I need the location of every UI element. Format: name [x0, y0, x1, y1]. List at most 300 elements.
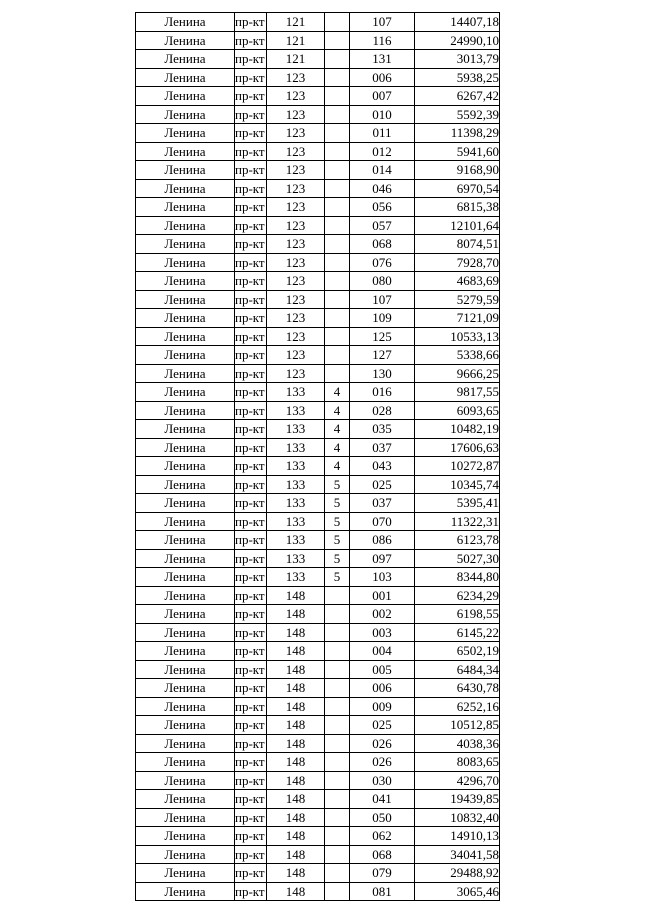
house-number-cell: 123 — [267, 216, 325, 235]
building-cell — [325, 364, 350, 383]
street-type-cell: пр-кт — [235, 402, 265, 418]
amount-cell: 17606,63 — [415, 438, 500, 457]
building-cell — [325, 142, 350, 161]
house-number-cell: 148 — [267, 679, 325, 698]
house-number-cell: 148 — [267, 790, 325, 809]
building-cell — [325, 31, 350, 50]
table-row — [136, 401, 500, 420]
building-cell: 5 — [325, 531, 350, 550]
apartment-cell: 041 — [350, 790, 415, 809]
building-cell — [325, 290, 350, 309]
apartment-cell: 080 — [350, 272, 415, 291]
table-row — [136, 346, 500, 365]
amount-cell: 19439,85 — [415, 790, 500, 809]
house-number-cell: 148 — [267, 716, 325, 735]
table-row — [136, 309, 500, 328]
building-cell — [325, 623, 350, 642]
amount-cell: 6484,34 — [415, 660, 500, 679]
table-row — [136, 290, 500, 309]
apartment-cell: 016 — [350, 383, 415, 402]
building-cell — [325, 327, 350, 346]
apartment-cell: 050 — [350, 808, 415, 827]
street-cell: Ленина — [136, 845, 235, 864]
amount-cell: 7121,09 — [415, 309, 500, 328]
street-type-cell: пр-кт — [235, 458, 265, 474]
street-type-cell: пр-кт — [235, 291, 265, 307]
street-cell: Ленина — [136, 512, 235, 531]
house-number-cell: 148 — [267, 753, 325, 772]
house-number-cell: 123 — [267, 142, 325, 161]
amount-cell: 10832,40 — [415, 808, 500, 827]
street-cell: Ленина — [136, 568, 235, 587]
house-number-cell: 123 — [267, 68, 325, 87]
apartment-cell: 010 — [350, 105, 415, 124]
building-cell — [325, 679, 350, 698]
house-number-cell: 133 — [267, 512, 325, 531]
house-number-cell: 133 — [267, 420, 325, 439]
street-type-cell: пр-кт — [235, 772, 265, 788]
amount-cell: 5279,59 — [415, 290, 500, 309]
table-row — [136, 605, 500, 624]
house-number-cell: 123 — [267, 272, 325, 291]
amount-cell: 5592,39 — [415, 105, 500, 124]
street-type-cell: пр-кт — [235, 143, 265, 159]
apartment-cell: 130 — [350, 364, 415, 383]
apartment-cell: 081 — [350, 882, 415, 901]
building-cell: 4 — [325, 401, 350, 420]
table-row — [136, 494, 500, 513]
building-cell — [325, 124, 350, 143]
street-type-cell: пр-кт — [235, 809, 265, 825]
amount-cell: 5338,66 — [415, 346, 500, 365]
amount-cell: 6198,55 — [415, 605, 500, 624]
apartment-cell: 046 — [350, 179, 415, 198]
house-number-cell: 148 — [267, 642, 325, 661]
street-type-cell: пр-кт — [235, 661, 265, 677]
street-cell: Ленина — [136, 882, 235, 901]
building-cell — [325, 790, 350, 809]
house-number-cell: 148 — [267, 827, 325, 846]
house-number-cell: 123 — [267, 235, 325, 254]
house-number-cell: 123 — [267, 161, 325, 180]
street-cell: Ленина — [136, 68, 235, 87]
house-number-cell: 133 — [267, 457, 325, 476]
table-row — [136, 864, 500, 883]
table-row — [136, 216, 500, 235]
street-type-cell: пр-кт — [235, 698, 265, 714]
street-cell: Ленина — [136, 475, 235, 494]
street-cell: Ленина — [136, 50, 235, 69]
building-cell — [325, 605, 350, 624]
building-cell: 4 — [325, 438, 350, 457]
street-cell: Ленина — [136, 13, 235, 32]
amount-cell: 8083,65 — [415, 753, 500, 772]
table-row — [136, 512, 500, 531]
apartment-cell: 062 — [350, 827, 415, 846]
street-type-cell: пр-кт — [235, 310, 265, 326]
house-number-cell: 148 — [267, 660, 325, 679]
building-cell: 5 — [325, 568, 350, 587]
amount-cell: 10482,19 — [415, 420, 500, 439]
table-row — [136, 438, 500, 457]
table-row — [136, 549, 500, 568]
amount-cell: 4038,36 — [415, 734, 500, 753]
amount-cell: 9666,25 — [415, 364, 500, 383]
apartment-cell: 003 — [350, 623, 415, 642]
amount-cell: 5395,41 — [415, 494, 500, 513]
street-type-cell: пр-кт — [235, 180, 265, 196]
building-cell — [325, 845, 350, 864]
table-row — [136, 235, 500, 254]
street-type-cell: пр-кт — [235, 384, 265, 400]
building-cell — [325, 179, 350, 198]
house-number-cell: 123 — [267, 327, 325, 346]
apartment-cell: 043 — [350, 457, 415, 476]
apartment-cell: 014 — [350, 161, 415, 180]
building-cell: 5 — [325, 512, 350, 531]
street-type-cell: пр-кт — [235, 865, 265, 881]
building-cell — [325, 716, 350, 735]
street-type-cell: пр-кт — [235, 421, 265, 437]
apartment-cell: 125 — [350, 327, 415, 346]
street-type-cell: пр-кт — [235, 550, 265, 566]
house-number-cell: 148 — [267, 882, 325, 901]
table-row — [136, 68, 500, 87]
street-type-cell: пр-кт — [235, 717, 265, 733]
street-cell: Ленина — [136, 457, 235, 476]
table-row — [136, 383, 500, 402]
amount-cell: 6145,22 — [415, 623, 500, 642]
apartment-cell: 030 — [350, 771, 415, 790]
building-cell — [325, 50, 350, 69]
apartment-cell: 025 — [350, 716, 415, 735]
house-number-cell: 123 — [267, 179, 325, 198]
house-number-cell: 123 — [267, 124, 325, 143]
amount-cell: 10512,85 — [415, 716, 500, 735]
table-row — [136, 87, 500, 106]
apartment-cell: 097 — [350, 549, 415, 568]
building-cell: 4 — [325, 420, 350, 439]
table-row — [136, 327, 500, 346]
apartment-cell: 005 — [350, 660, 415, 679]
table-row — [136, 660, 500, 679]
building-cell — [325, 198, 350, 217]
amount-cell: 10533,13 — [415, 327, 500, 346]
street-cell: Ленина — [136, 105, 235, 124]
apartment-cell: 070 — [350, 512, 415, 531]
amount-cell: 5938,25 — [415, 68, 500, 87]
street-cell: Ленина — [136, 309, 235, 328]
street-cell: Ленина — [136, 161, 235, 180]
apartment-cell: 068 — [350, 235, 415, 254]
building-cell — [325, 13, 350, 32]
apartment-cell: 028 — [350, 401, 415, 420]
house-number-cell: 148 — [267, 808, 325, 827]
apartment-cell: 056 — [350, 198, 415, 217]
building-cell: 5 — [325, 475, 350, 494]
street-cell: Ленина — [136, 272, 235, 291]
table-row — [136, 697, 500, 716]
street-cell: Ленина — [136, 827, 235, 846]
amount-cell: 5941,60 — [415, 142, 500, 161]
street-type-cell: пр-кт — [235, 365, 265, 381]
street-type-cell: пр-кт — [235, 754, 265, 770]
street-type-cell: пр-кт — [235, 735, 265, 751]
house-number-cell: 121 — [267, 50, 325, 69]
apartment-cell: 007 — [350, 87, 415, 106]
amount-cell: 7928,70 — [415, 253, 500, 272]
apartment-cell: 057 — [350, 216, 415, 235]
street-cell: Ленина — [136, 438, 235, 457]
apartment-cell: 026 — [350, 753, 415, 772]
house-number-cell: 133 — [267, 438, 325, 457]
street-type-cell: пр-кт — [235, 846, 265, 862]
street-cell: Ленина — [136, 198, 235, 217]
building-cell — [325, 586, 350, 605]
street-type-cell: пр-кт — [235, 513, 265, 529]
street-cell: Ленина — [136, 290, 235, 309]
street-cell: Ленина — [136, 124, 235, 143]
table-row — [136, 586, 500, 605]
table-row — [136, 124, 500, 143]
apartment-cell: 103 — [350, 568, 415, 587]
building-cell — [325, 105, 350, 124]
house-number-cell: 148 — [267, 734, 325, 753]
building-cell — [325, 309, 350, 328]
apartment-cell: 109 — [350, 309, 415, 328]
house-number-cell: 123 — [267, 253, 325, 272]
apartment-cell: 131 — [350, 50, 415, 69]
table-row — [136, 475, 500, 494]
building-cell: 4 — [325, 383, 350, 402]
street-type-cell: пр-кт — [235, 217, 265, 233]
street-cell: Ленина — [136, 253, 235, 272]
apartment-cell: 076 — [350, 253, 415, 272]
street-type-cell: пр-кт — [235, 88, 265, 104]
street-type-cell: пр-кт — [235, 624, 265, 640]
street-type-cell: пр-кт — [235, 199, 265, 215]
table-row — [136, 253, 500, 272]
street-type-cell: пр-кт — [235, 791, 265, 807]
apartment-cell: 079 — [350, 864, 415, 883]
amount-cell: 11322,31 — [415, 512, 500, 531]
amount-cell: 9168,90 — [415, 161, 500, 180]
street-cell: Ленина — [136, 327, 235, 346]
street-cell: Ленина — [136, 401, 235, 420]
street-type-cell: пр-кт — [235, 606, 265, 622]
street-cell: Ленина — [136, 771, 235, 790]
house-number-cell: 133 — [267, 531, 325, 550]
street-cell: Ленина — [136, 216, 235, 235]
street-cell: Ленина — [136, 420, 235, 439]
street-type-cell: пр-кт — [235, 476, 265, 492]
building-cell — [325, 697, 350, 716]
apartment-cell: 006 — [350, 679, 415, 698]
amount-cell: 9817,55 — [415, 383, 500, 402]
building-cell — [325, 346, 350, 365]
house-number-cell: 123 — [267, 309, 325, 328]
amount-cell: 8074,51 — [415, 235, 500, 254]
street-cell: Ленина — [136, 494, 235, 513]
table-body — [136, 13, 500, 901]
amount-cell: 6267,42 — [415, 87, 500, 106]
street-type-cell: пр-кт — [235, 273, 265, 289]
building-cell — [325, 235, 350, 254]
amount-cell: 4683,69 — [415, 272, 500, 291]
street-cell: Ленина — [136, 346, 235, 365]
amount-cell: 3013,79 — [415, 50, 500, 69]
building-cell — [325, 827, 350, 846]
building-cell — [325, 864, 350, 883]
table-row — [136, 31, 500, 50]
building-cell: 5 — [325, 494, 350, 513]
amount-cell: 4296,70 — [415, 771, 500, 790]
building-cell — [325, 253, 350, 272]
house-number-cell: 133 — [267, 568, 325, 587]
table-row — [136, 623, 500, 642]
street-type-cell: пр-кт — [235, 236, 265, 252]
amount-cell: 6502,19 — [415, 642, 500, 661]
amount-cell: 29488,92 — [415, 864, 500, 883]
amount-cell: 11398,29 — [415, 124, 500, 143]
house-number-cell: 123 — [267, 346, 325, 365]
street-cell: Ленина — [136, 753, 235, 772]
street-type-cell: пр-кт — [235, 125, 265, 141]
street-cell: Ленина — [136, 179, 235, 198]
street-type-cell: пр-кт — [235, 106, 265, 122]
street-type-cell: пр-кт — [235, 32, 265, 48]
amount-cell: 8344,80 — [415, 568, 500, 587]
house-number-cell: 123 — [267, 105, 325, 124]
street-type-cell: пр-кт — [235, 587, 265, 603]
house-number-cell: 148 — [267, 623, 325, 642]
amount-cell: 6252,16 — [415, 697, 500, 716]
table-row — [136, 808, 500, 827]
building-cell — [325, 87, 350, 106]
amount-cell: 34041,58 — [415, 845, 500, 864]
street-type-cell: пр-кт — [235, 254, 265, 270]
street-type-cell: пр-кт — [235, 14, 265, 30]
apartment-cell: 086 — [350, 531, 415, 550]
street-cell: Ленина — [136, 586, 235, 605]
apartment-cell: 001 — [350, 586, 415, 605]
table-row — [136, 845, 500, 864]
apartment-cell: 009 — [350, 697, 415, 716]
street-cell: Ленина — [136, 660, 235, 679]
apartment-cell: 037 — [350, 494, 415, 513]
building-cell — [325, 771, 350, 790]
apartment-cell: 012 — [350, 142, 415, 161]
street-cell: Ленина — [136, 364, 235, 383]
street-type-cell: пр-кт — [235, 828, 265, 844]
house-number-cell: 133 — [267, 383, 325, 402]
house-number-cell: 121 — [267, 31, 325, 50]
table-row — [136, 753, 500, 772]
table-row — [136, 531, 500, 550]
house-number-cell: 148 — [267, 845, 325, 864]
house-number-cell: 123 — [267, 198, 325, 217]
house-number-cell: 133 — [267, 549, 325, 568]
table-row — [136, 716, 500, 735]
street-cell: Ленина — [136, 642, 235, 661]
street-type-cell: пр-кт — [235, 347, 265, 363]
table-row — [136, 364, 500, 383]
table-row — [136, 882, 500, 901]
street-cell: Ленина — [136, 549, 235, 568]
table-row — [136, 198, 500, 217]
table-row — [136, 272, 500, 291]
table-row — [136, 179, 500, 198]
building-cell — [325, 642, 350, 661]
amount-cell: 6430,78 — [415, 679, 500, 698]
street-type-cell: пр-кт — [235, 69, 265, 85]
apartment-cell: 107 — [350, 290, 415, 309]
amount-cell: 6970,54 — [415, 179, 500, 198]
table-row — [136, 734, 500, 753]
table-row — [136, 457, 500, 476]
amount-cell: 14910,13 — [415, 827, 500, 846]
street-cell: Ленина — [136, 716, 235, 735]
house-number-cell: 148 — [267, 605, 325, 624]
street-type-cell: пр-кт — [235, 680, 265, 696]
table-row — [136, 827, 500, 846]
street-cell: Ленина — [136, 790, 235, 809]
street-cell: Ленина — [136, 808, 235, 827]
apartment-cell: 068 — [350, 845, 415, 864]
table-row — [136, 771, 500, 790]
street-cell: Ленина — [136, 383, 235, 402]
apartment-cell: 107 — [350, 13, 415, 32]
apartment-cell: 006 — [350, 68, 415, 87]
street-cell: Ленина — [136, 531, 235, 550]
apartment-cell: 035 — [350, 420, 415, 439]
building-cell: 5 — [325, 549, 350, 568]
table-row — [136, 161, 500, 180]
apartment-cell: 037 — [350, 438, 415, 457]
amount-cell: 14407,18 — [415, 13, 500, 32]
street-type-cell: пр-кт — [235, 51, 265, 67]
street-cell: Ленина — [136, 31, 235, 50]
apartment-cell: 116 — [350, 31, 415, 50]
table-row — [136, 568, 500, 587]
amount-cell: 10272,87 — [415, 457, 500, 476]
table-row — [136, 790, 500, 809]
house-number-cell: 133 — [267, 475, 325, 494]
apartment-cell: 002 — [350, 605, 415, 624]
amount-cell: 6815,38 — [415, 198, 500, 217]
street-cell: Ленина — [136, 142, 235, 161]
building-cell — [325, 734, 350, 753]
street-cell: Ленина — [136, 864, 235, 883]
house-number-cell: 133 — [267, 401, 325, 420]
apartment-cell: 025 — [350, 475, 415, 494]
street-type-cell: пр-кт — [235, 569, 265, 585]
building-cell — [325, 660, 350, 679]
house-number-cell: 123 — [267, 87, 325, 106]
house-number-cell: 148 — [267, 864, 325, 883]
street-type-cell: пр-кт — [235, 495, 265, 511]
street-type-cell: пр-кт — [235, 162, 265, 178]
building-cell — [325, 753, 350, 772]
street-type-cell: пр-кт — [235, 643, 265, 659]
street-type-cell: пр-кт — [235, 883, 265, 899]
building-cell — [325, 68, 350, 87]
building-cell — [325, 161, 350, 180]
table-row — [136, 642, 500, 661]
amount-cell: 10345,74 — [415, 475, 500, 494]
table-row — [136, 420, 500, 439]
table-row — [136, 679, 500, 698]
